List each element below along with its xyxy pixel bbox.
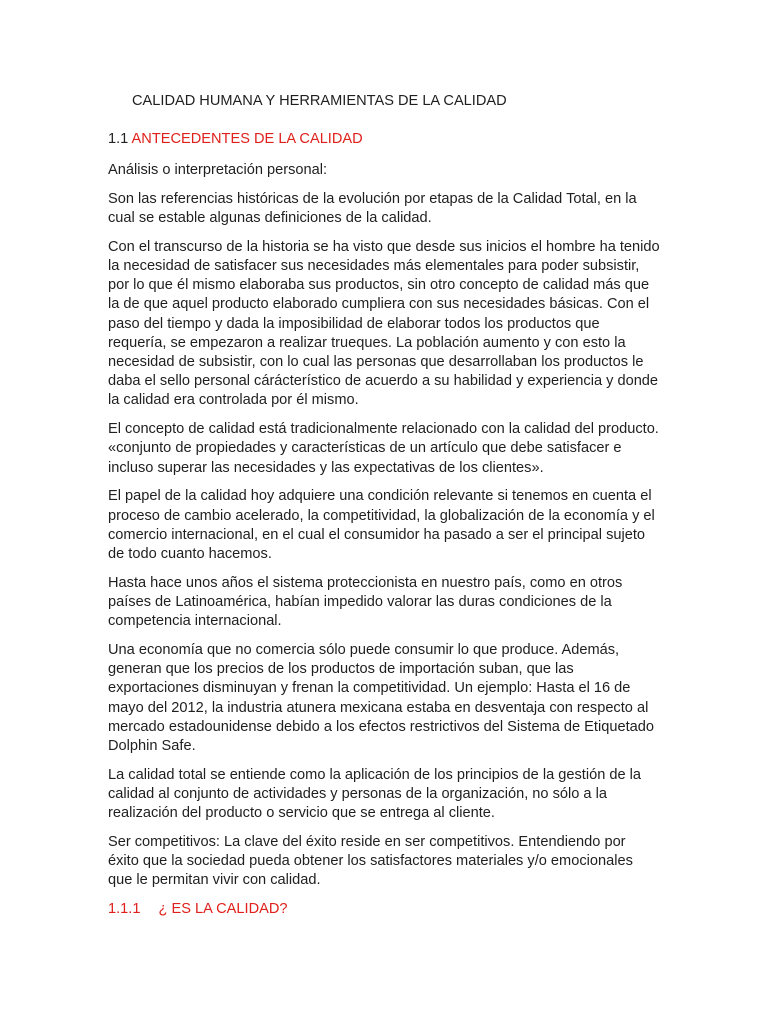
section-title: ANTECEDENTES DE LA CALIDAD (131, 131, 363, 147)
subsection-number: 1.1.1 (108, 901, 141, 918)
paragraph: Son las referencias históricas de la evolución por etapas de la Calidad Total, en la cual se estable algunas definiciones de la calidad. (108, 190, 637, 226)
paragraph: Hasta hace unos años el sistema proteccionista en nuestro país, como en otros países de Latinoamérica, habían impedido valorar las duras condiciones de la competencia internacional. (108, 574, 623, 630)
paragraph: El papel de la calidad hoy adquiere una condición relevante si tenemos en cuenta el proceso de cambio acelerado, la competitividad, la globalización de la economía y el comercio internacional, en el cual el consumidor ha pasado a ser el principal sujeto de todo cuanto hacemos. (108, 488, 655, 563)
section-heading (108, 130, 660, 149)
section-number: 1.1 (108, 131, 129, 147)
subsection-heading (108, 900, 660, 919)
paragraph: Con el transcurso de la historia se ha visto que desde sus inicios el hombre ha tenido la necesidad de satisfacer sus necesidades más elementales para poder subsistir, por lo que él mismo elaboraba sus productos, sin otro concepto de calidad más que la de que aquel producto elaborado cumpliera con sus necesidades básicas. Con el paso del tiempo y dada la imposibilidad de elaborar todos los productos que requería, se empezaron a realizar trueques. La población aumento y con esto la necesidad de subsistir, con lo cual las personas que desarrollaban los productos le daba el sello personal cárácterístico de acuerdo a su habilidad y experiencia y donde la calidad era controlada por él mismo. (108, 238, 660, 409)
paragraph: Una economía que no comercia sólo puede consumir lo que produce. Además, generan que los precios de los productos de importación suban, que las exportaciones disminuyan y frenan la competitividad. Un ejemplo: Hasta el 16 de mayo del 2012, la industria atunera mexicana estaba en desventaja con respecto al mercado estadounidense debido a los efectos restrictivos del Sistema de Etiquetado Dolphin Safe. (108, 642, 654, 755)
paragraph: La calidad total se entiende como la aplicación de los principios de la gestión de la calidad al conjunto de actividades y personas de la organización, no sólo a la realización del producto o servicio que se entrega al cliente. (108, 766, 642, 822)
subsection-title: ¿ ES LA CALIDAD? (158, 901, 288, 918)
paragraph: El concepto de calidad está tradicionalmente relacionado con la calidad del producto. «conjunto de propiedades y características de un artículo que debe satisfacer e incluso superar las necesidades y las expectativas de los clientes». (108, 421, 659, 476)
document-title: CALIDAD HUMANA Y HERRAMIENTAS DE LA CALIDAD (132, 93, 507, 109)
paragraph-intro: Análisis o interpretación personal: (108, 162, 328, 178)
paragraph: Ser competitivos: La clave del éxito reside en ser competitivos. Entendiendo por éxito que la sociedad pueda obtener los satisfactores materiales y/o emocionales que le permitan vivir con calidad. (108, 834, 633, 889)
